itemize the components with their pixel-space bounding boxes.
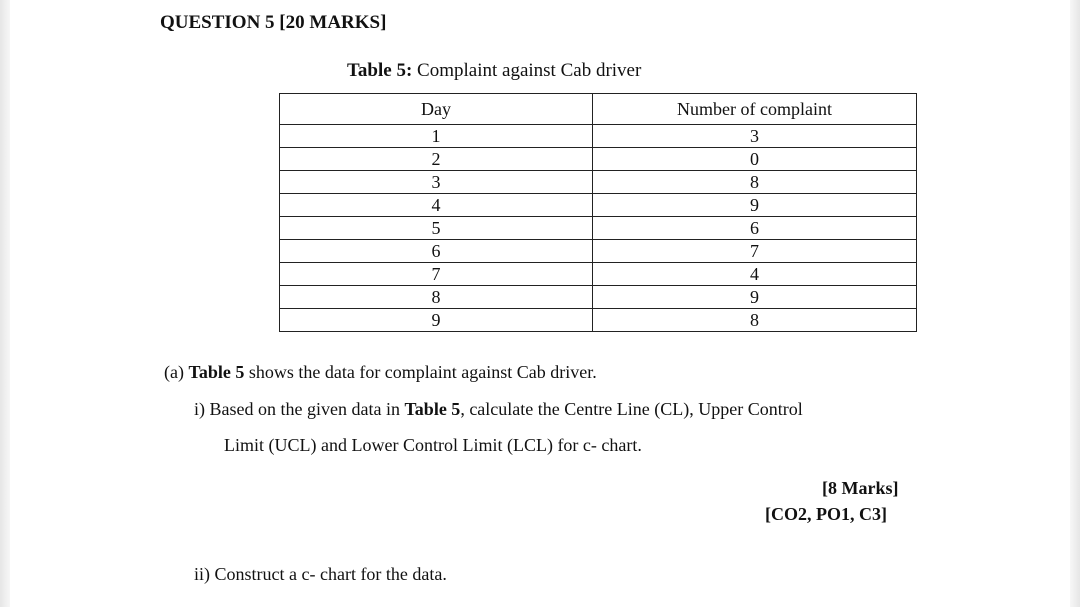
part-i-line2: Limit (UCL) and Lower Control Limit (LCL) for c- chart. [224, 435, 642, 455]
table-caption-label: Table 5: [347, 60, 413, 81]
part-a-table-ref: Table 5 [188, 362, 245, 382]
part-a-text [164, 362, 597, 383]
cell-complaints: 9 [593, 286, 917, 309]
complaint-table [279, 93, 917, 332]
page-edge-right [1070, 0, 1080, 607]
cell-complaints: 3 [593, 125, 917, 148]
cell-day: 5 [280, 217, 593, 240]
cell-day: 4 [280, 194, 593, 217]
header-complaints: Number of complaint [593, 94, 917, 125]
cell-complaints: 7 [593, 240, 917, 263]
marks-label: [8 Marks] [822, 478, 899, 498]
part-ii-text [194, 564, 447, 585]
cell-day: 1 [280, 125, 593, 148]
part-i-before: Based on the given data in [205, 399, 405, 419]
question-title: QUESTION 5 [20 MARKS] [160, 12, 387, 33]
table-row [280, 194, 917, 217]
cell-complaints: 9 [593, 194, 917, 217]
cell-complaints: 8 [593, 309, 917, 332]
header-day: Day [280, 94, 593, 125]
table-row [280, 286, 917, 309]
table-row [280, 125, 917, 148]
part-ii-label: ii) [194, 564, 210, 584]
table-caption [347, 60, 641, 82]
cell-day: 7 [280, 263, 593, 286]
part-i-after: , calculate the Centre Line (CL), Upper Control [460, 399, 803, 419]
table-header-row [280, 94, 917, 125]
table-caption-text: Complaint against Cab driver [412, 60, 642, 81]
table-row [280, 263, 917, 286]
part-a-prefix: (a) [164, 362, 189, 382]
cell-day: 6 [280, 240, 593, 263]
cell-day: 8 [280, 286, 593, 309]
course-outcomes-label: [CO2, PO1, C3] [765, 504, 887, 524]
part-ii-body: Construct a c- chart for the data. [210, 564, 447, 584]
page-edge-left [0, 0, 10, 607]
table-row [280, 309, 917, 332]
cell-day: 2 [280, 148, 593, 171]
cell-day: 3 [280, 171, 593, 194]
table-row [280, 171, 917, 194]
cell-complaints: 6 [593, 217, 917, 240]
part-i-text [194, 399, 803, 420]
cell-complaints: 8 [593, 171, 917, 194]
cell-complaints: 4 [593, 263, 917, 286]
cell-day: 9 [280, 309, 593, 332]
cell-complaints: 0 [593, 148, 917, 171]
part-a-body: shows the data for complaint against Cab driver. [244, 362, 597, 382]
part-i-table-ref: Table 5 [404, 399, 461, 419]
table-row [280, 240, 917, 263]
table-row [280, 217, 917, 240]
table-row [280, 148, 917, 171]
part-i-label: i) [194, 399, 205, 419]
